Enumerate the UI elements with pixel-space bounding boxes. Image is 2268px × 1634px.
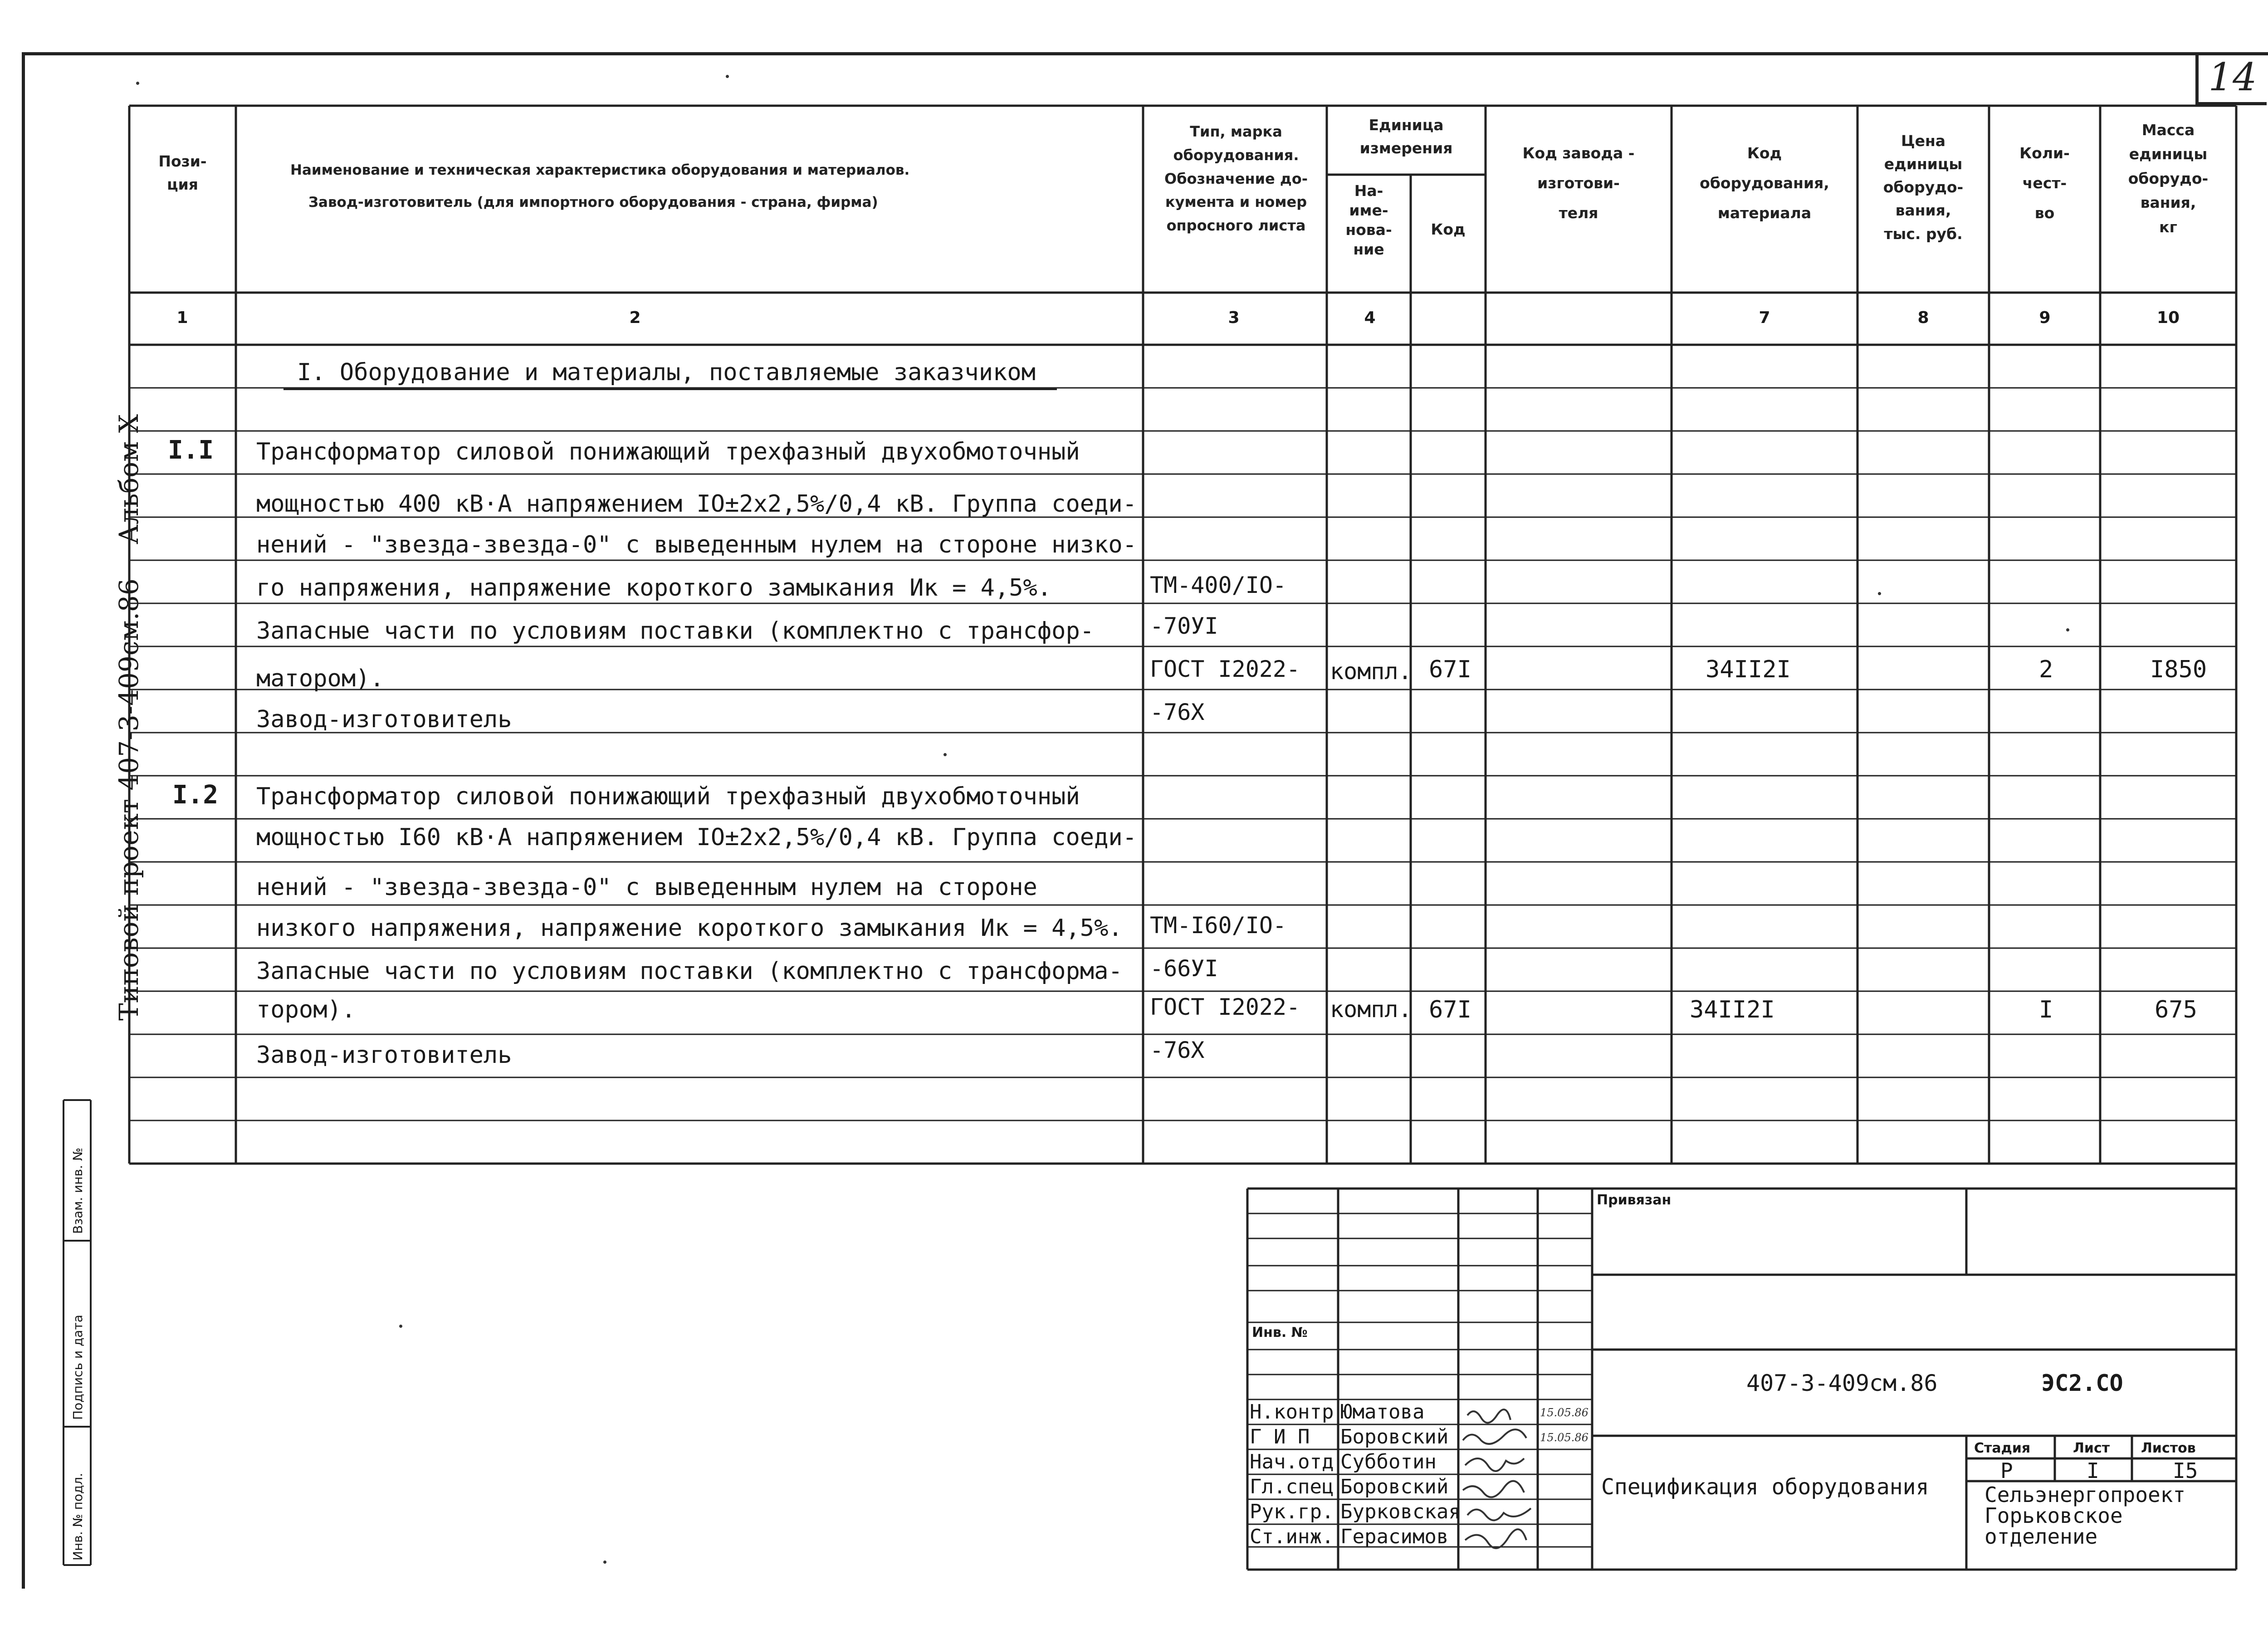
colnum-2: 2 <box>629 308 641 327</box>
stub-inv-original: Инв. № подл. <box>70 1473 85 1561</box>
item-1-line-2: мощностью 400 кВ·А напряжением IO±2х2,5%/0,4 кВ. Группа соеди- <box>256 490 1137 518</box>
tb-privyazan: Привязан <box>1597 1192 1672 1208</box>
item-1-type-1: ТМ-400/IO- <box>1150 572 1287 598</box>
header-type: Тип, марка оборудования. Обозначение до- кумента и номер опросного листа <box>1164 123 1308 235</box>
stub-replaced-inv: Взам. инв. № <box>70 1147 85 1234</box>
item-1-mass: I850 <box>2150 656 2207 683</box>
staff-name-3: Субботин <box>1340 1450 1437 1473</box>
item-2-quantity: I <box>2039 996 2053 1023</box>
item-1-line-5: Запасные части по условиям поставки (комплектно с трансфор- <box>256 617 1095 645</box>
item-2-code: 34II2I <box>1690 996 1775 1023</box>
item-2-type-2: -66УI <box>1150 955 1218 982</box>
colnum-9: 9 <box>2039 308 2051 327</box>
tb-sheet-code: ЭС2.СО <box>2041 1370 2123 1396</box>
tb-staff-roles <box>1250 1399 1334 1549</box>
item-1-type-4: -76Х <box>1150 699 1205 725</box>
item-1-line-4: го напряжения, напряжение короткого замыкания Ик = 4,5%. <box>256 574 1052 602</box>
item-2-line-6: тором). <box>256 996 356 1023</box>
header-unit-group: Единица измерения <box>1359 116 1453 157</box>
side-album: Альбом X <box>113 414 144 544</box>
staff-name-5: Бурковская <box>1340 1500 1461 1523</box>
item-2-line-4: низкого напряжения, напряжение короткого замыкания Ик = 4,5%. <box>256 915 1123 942</box>
stub-signature-date: Подпись и дата <box>70 1315 85 1420</box>
header-position: Пози- ция <box>158 152 207 194</box>
staff-role-1: Н.контр <box>1250 1400 1334 1424</box>
colnum-3: 3 <box>1228 308 1240 327</box>
header-mass: Масса единицы оборудо- вания, кг <box>2128 121 2209 236</box>
item-1-line-7: Завод-изготовитель <box>256 706 512 733</box>
colnum-7: 7 <box>1759 308 1770 327</box>
item-2-line-3: нений - "звезда-звезда-0" с выведенным нулем на стороне <box>256 874 1037 901</box>
page-number: 14 <box>2195 52 2267 105</box>
staff-name-6: Герасимов <box>1340 1525 1449 1548</box>
item-2-line-7: Завод-изготовитель <box>256 1042 512 1069</box>
item-1-unit-code: 67I <box>1429 656 1471 683</box>
header-equipment-code: Код оборудования, материала <box>1700 144 1829 222</box>
item-2-unit: компл. <box>1330 996 1412 1022</box>
header-unit-code: Код <box>1431 220 1466 238</box>
item-1-line-6: матором). <box>256 665 384 692</box>
header-unit-name: На- име- нова- ние <box>1345 182 1392 258</box>
tb-stage: Р <box>2000 1458 2013 1483</box>
signatures <box>1458 1402 1538 1570</box>
tb-inv-no: Инв. № <box>1252 1325 1308 1340</box>
staff-role-3: Нач.отд <box>1250 1450 1334 1473</box>
item-2-line-2: мощностью I60 кВ·А напряжением IO±2х2,5%/0,4 кВ. Группа соеди- <box>256 824 1137 851</box>
item-1-line-1: Трансформатор силовой понижающий трехфазный двухобмоточный <box>256 438 1080 465</box>
staff-date-2: 15.05.86 <box>1540 1431 1589 1444</box>
item-2-line-5: Запасные части по условиям поставки (комплектно с трансформа- <box>256 958 1123 985</box>
item-2-unit-code: 67I <box>1429 996 1471 1023</box>
item-2-line-1: Трансформатор силовой понижающий трехфазный двухобмоточный <box>256 783 1080 810</box>
item-2-type-4: -76Х <box>1150 1037 1205 1063</box>
staff-role-5: Рук.гр. <box>1250 1500 1334 1523</box>
side-title: Типовой проект 407-3-409см.86 <box>113 578 144 1021</box>
staff-role-4: Гл.спец <box>1250 1475 1334 1498</box>
tb-sheet-label: Лист <box>2073 1440 2110 1456</box>
colnum-4: 4 <box>1364 308 1376 327</box>
item-1-position: I.I <box>168 435 214 465</box>
staff-name-4: Боровский <box>1340 1475 1449 1498</box>
tb-sheets: I5 <box>2173 1458 2198 1483</box>
item-1-type-2: -70УI <box>1150 613 1218 639</box>
header-quantity: Коли- чест- во <box>2019 144 2070 222</box>
tb-sheets-label: Листов <box>2141 1440 2196 1456</box>
staff-date-1: 15.05.86 <box>1540 1406 1589 1419</box>
staff-name-1: Юматова <box>1340 1400 1425 1424</box>
colnum-1: 1 <box>176 308 188 327</box>
tb-sheet: I <box>2087 1458 2099 1483</box>
colnum-10: 10 <box>2156 308 2180 327</box>
item-2-type-1: ТМ-I60/IO- <box>1150 912 1287 939</box>
item-1-quantity: 2 <box>2039 656 2053 683</box>
header-price: Цена единицы оборудо- вания, тыс. руб. <box>1883 132 1964 243</box>
item-1-unit: компл. <box>1330 658 1412 685</box>
tb-org: Сельэнергопроект Горьковское отделение <box>1984 1482 2186 1549</box>
item-1-type-3: ГОСТ I2022- <box>1150 656 1300 682</box>
item-2-type-3: ГОСТ I2022- <box>1150 994 1300 1020</box>
staff-role-6: Ст.инж. <box>1250 1525 1334 1548</box>
section-title: I. Оборудование и материалы, поставляемые заказчиком <box>297 359 1036 386</box>
item-2-mass: 675 <box>2155 996 2197 1023</box>
tb-doc-code: 407-3-409см.86 <box>1746 1370 1938 1396</box>
tb-staff-names <box>1340 1399 1461 1549</box>
item-1-line-3: нений - "звезда-звезда-0" с выведенным нулем на стороне низко- <box>256 531 1137 558</box>
tb-doc-title: Спецификация оборудования <box>1601 1474 1929 1500</box>
staff-role-2: Г И П <box>1250 1425 1310 1448</box>
header-name: Наименование и техническая характеристика оборудования и материалов. Завод-изготовитель (для импортного оборудования - страна, фирма) <box>290 162 910 211</box>
tb-stage-label: Стадия <box>1974 1440 2031 1456</box>
item-2-position: I.2 <box>172 780 219 810</box>
staff-name-2: Боровский <box>1340 1425 1449 1448</box>
item-1-code: 34II2I <box>1706 656 1791 683</box>
colnum-8: 8 <box>1917 308 1929 327</box>
header-factory-code: Код завода - изготови- теля <box>1522 144 1635 222</box>
